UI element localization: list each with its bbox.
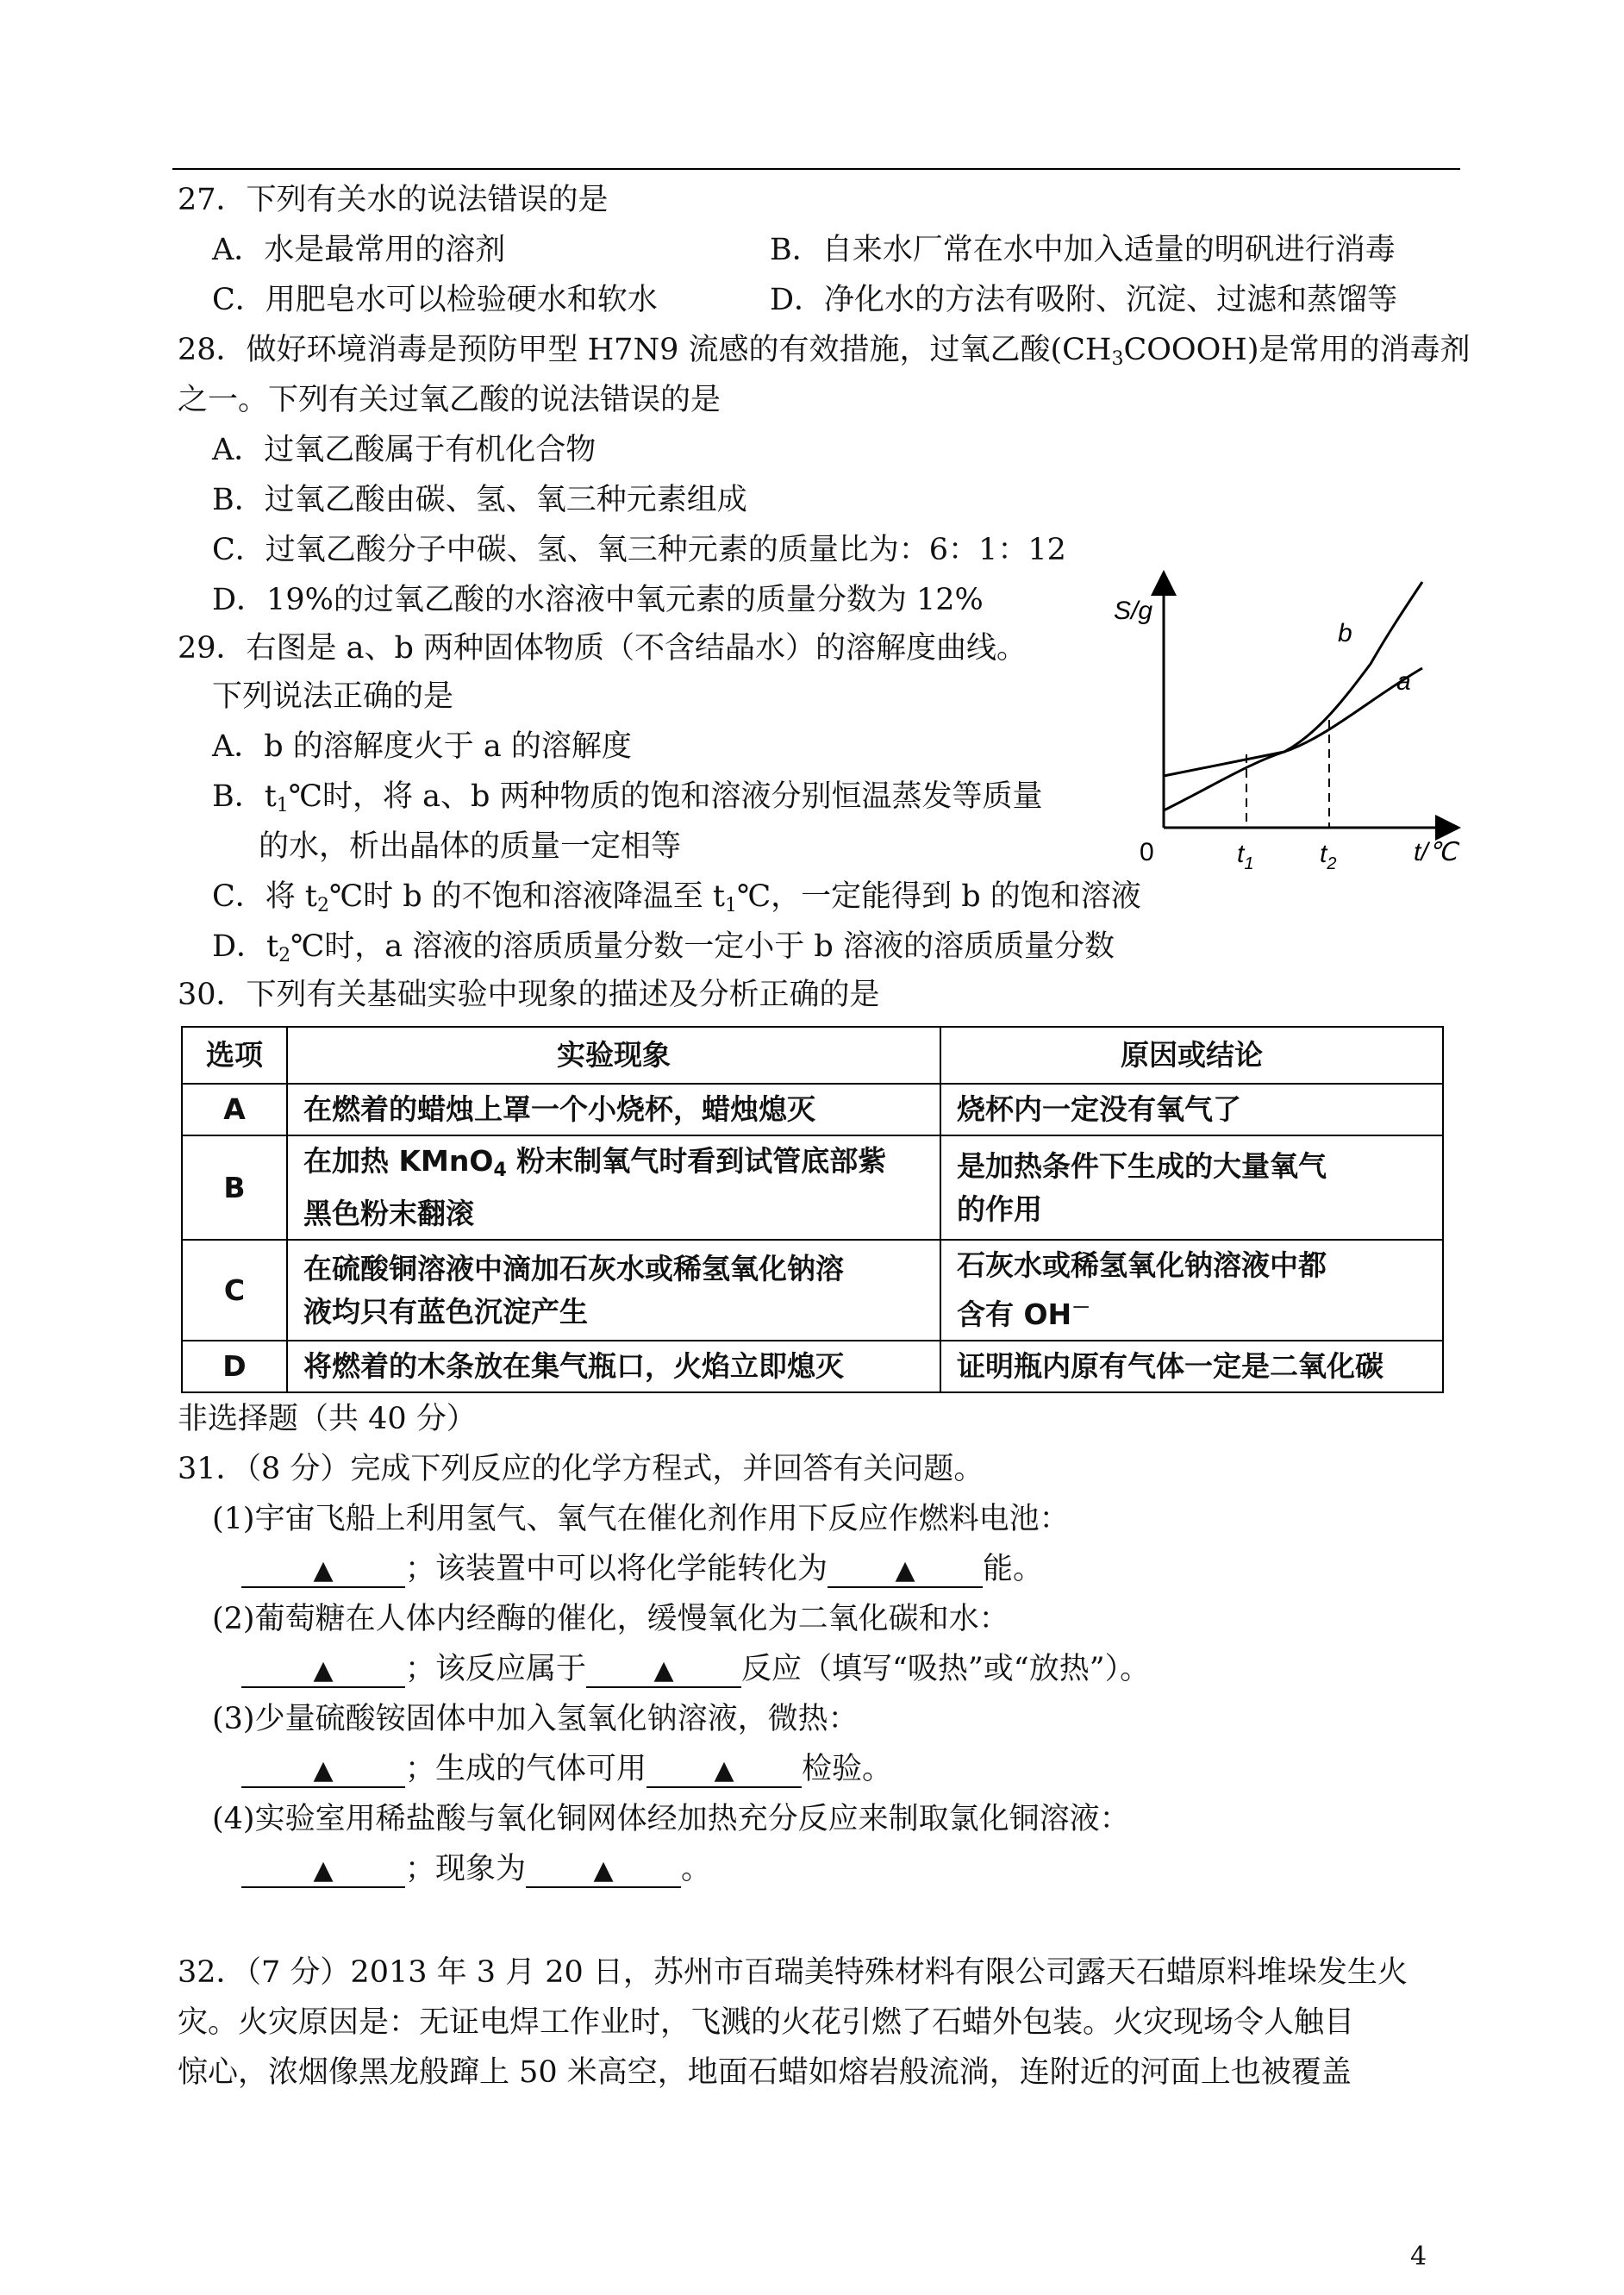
curve-b: [1164, 582, 1422, 810]
experiment-table: [181, 1026, 1444, 1393]
q31-part1-answer: ▲ ；该装置中可以将化学能转化为 ▲ 能。: [241, 1550, 1043, 1588]
q29-option-c-post: ℃，一定能得到 b 的饱和溶液: [736, 879, 1141, 914]
q29-option-b-pre: B．t: [212, 779, 277, 814]
answer-blank[interactable]: ▲: [526, 1855, 681, 1888]
q27-option-d: D．净化水的方法有吸附、沉淀、过滤和蒸馏等: [770, 283, 1398, 317]
q27-option-a: A．水是最常用的溶剂: [212, 233, 506, 267]
row-option: D: [182, 1341, 287, 1392]
q31-part2-answer: ▲ ；该反应属于 ▲ 反应（填写“吸热”或“放热”）。: [241, 1650, 1150, 1688]
t2-label: $t_2$: [1320, 840, 1337, 873]
header-phenomenon: 实验现象: [287, 1027, 940, 1084]
q29-option-b-post: ℃时，将 a、b 两种物质的饱和溶液分别恒温蒸发等质量: [288, 779, 1043, 814]
table-header-row: [182, 1027, 1443, 1084]
q29-option-c: [212, 878, 1141, 925]
q28-stem-text: 28．做好环境消毒是预防甲型 H7N9 流感的有效措施，过氧乙酸(CH: [178, 333, 1112, 367]
section-heading: 非选择题（共 40 分）: [178, 1402, 477, 1436]
q31-part3-answer: ▲ ；生成的气体可用 ▲ 检验。: [241, 1750, 892, 1788]
y-axis-label: S/g: [1114, 597, 1153, 625]
table-row: [182, 1240, 1443, 1341]
row-reason: 烧杯内一定没有氧气了: [940, 1084, 1443, 1135]
table-row: [182, 1341, 1443, 1392]
answer-blank[interactable]: ▲: [828, 1555, 983, 1588]
q29-option-d-pre: D．t: [212, 929, 279, 964]
q32-line3: 惊心，浓烟像黑龙般蹿上 50 米高空，地面石蜡如熔岩般流淌，连附近的河面上也被覆盖: [178, 2055, 1352, 2090]
curve-a: [1164, 668, 1422, 776]
answer-blank[interactable]: ▲: [241, 1855, 405, 1888]
q29-option-d-post: ℃时，a 溶液的溶质质量分数一定小于 b 溶液的溶质质量分数: [290, 929, 1115, 964]
answer-blank[interactable]: ▲: [586, 1655, 741, 1688]
answer-blank[interactable]: ▲: [241, 1655, 405, 1688]
row-option: B: [182, 1135, 287, 1240]
curve-b-label: b: [1338, 619, 1352, 647]
q29-stem-line2: 下列说法正确的是: [212, 679, 454, 714]
t1-label: $t_1$: [1237, 840, 1254, 873]
q27-option-b: B．自来水厂常在水中加入适量的明矾进行消毒: [770, 233, 1396, 267]
row-phenomenon: 将燃着的木条放在集气瓶口，火焰立即熄灭: [287, 1341, 940, 1392]
q31-part3: (3)少量硫酸铵固体中加入氢氧化钠溶液，微热：: [212, 1702, 859, 1736]
q29-option-b-line2: 的水，析出晶体的质量一定相等: [259, 829, 682, 864]
header-reason: 原因或结论: [940, 1027, 1443, 1084]
table-row: [182, 1135, 1443, 1240]
answer-blank[interactable]: ▲: [646, 1755, 802, 1788]
row-phenomenon: 在燃着的蜡烛上罩一个小烧杯，蜡烛熄灭: [287, 1084, 940, 1135]
x-axis-label: t/℃: [1414, 838, 1458, 866]
q29-option-b-sub: 1: [276, 795, 289, 816]
q28-option-a: A．过氧乙酸属于有机化合物: [212, 433, 597, 467]
q28-stem-text-end: COOOH)是常用的消毒剂: [1123, 333, 1471, 367]
q31-part4: (4)实验室用稀盐酸与氧化铜网体经加热充分反应来制取氯化铜溶液：: [212, 1802, 1130, 1836]
q29-option-c-pre: C．将 t: [212, 879, 317, 914]
row-option: C: [182, 1240, 287, 1341]
q29-option-d: [212, 928, 1115, 975]
q28-option-d: D．19%的过氧乙酸的水溶液中氧元素的质量分数为 12%: [212, 583, 984, 617]
q28-option-c: C．过氧乙酸分子中碳、氢、氧三种元素的质量比为：6：1：12: [212, 533, 1066, 567]
q32-line2: 灾。火灾原因是：无证电焊工作业时，飞溅的火花引燃了石蜡外包装。火灾现场令人触目: [178, 2005, 1355, 2040]
header-option: 选项: [182, 1027, 287, 1084]
page-number: 4: [1410, 2242, 1427, 2272]
row-phenomenon: 在硫酸铜溶液中滴加石灰水或稀氢氧化钠溶 液均只有蓝色沉淀产生: [287, 1240, 940, 1341]
q31-stem: 31．（8 分）完成下列反应的化学方程式，并回答有关问题。: [178, 1452, 984, 1486]
header-rule: [172, 168, 1460, 170]
row-option: A: [182, 1084, 287, 1135]
answer-blank[interactable]: ▲: [241, 1555, 405, 1588]
q32-line1: 32．（7 分）2013 年 3 月 20 日，苏州市百瑞美特殊材料有限公司露天石蜡原料堆垛发生火: [178, 1955, 1408, 1990]
q29-option-c-sub2: 1: [724, 895, 737, 916]
answer-blank[interactable]: ▲: [241, 1755, 405, 1788]
q31-part2: (2)葡萄糖在人体内经酶的催化，缓慢氧化为二氧化碳和水：: [212, 1602, 1009, 1636]
row-reason: 是加热条件下生成的大量氧气 的作用: [940, 1135, 1443, 1240]
row-phenomenon: 在加热 KMnO$_4$ 粉末制氧气时看到试管底部紫 黑色粉末翻滚: [287, 1135, 940, 1240]
q28-stem-line2: 之一。下列有关过氧乙酸的说法错误的是: [178, 383, 721, 417]
q29-option-c-mid: ℃时 b 的不饱和溶液降温至 t: [328, 879, 725, 914]
origin-label: 0: [1140, 838, 1154, 866]
q29-option-c-sub: 2: [316, 895, 329, 916]
q31-part1: (1)宇宙飞船上利用氢气、氧气在催化剂作用下反应作燃料电池：: [212, 1502, 1070, 1536]
q29-option-a: A．b 的溶解度火于 a 的溶解度: [212, 729, 632, 764]
row-reason: 证明瓶内原有气体一定是二氧化碳: [940, 1341, 1443, 1392]
q27-stem: 27．下列有关水的说法错误的是: [178, 183, 609, 217]
q27-option-c: C．用肥皂水可以检验硬水和软水: [212, 283, 658, 317]
table-row: [182, 1084, 1443, 1135]
solubility-graph: [1112, 569, 1474, 888]
q29-option-d-sub: 2: [278, 945, 291, 966]
curve-a-label: a: [1396, 667, 1411, 696]
q29-option-b: [212, 778, 1042, 825]
q31-part4-answer: ▲ ；现象为 ▲ 。: [241, 1850, 711, 1888]
q28-stem-line1: [178, 331, 1470, 378]
row-reason: 石灰水或稀氢氧化钠溶液中都 含有 OH－: [940, 1240, 1443, 1341]
q28-stem-subscript: 3: [1111, 348, 1124, 370]
q29-stem-line1: 29．右图是 a、b 两种固体物质（不含结晶水）的溶解度曲线。: [178, 631, 1027, 666]
q28-option-b: B．过氧乙酸由碳、氢、氧三种元素组成: [212, 483, 747, 517]
q30-stem: 30．下列有关基础实验中现象的描述及分析正确的是: [178, 978, 880, 1012]
